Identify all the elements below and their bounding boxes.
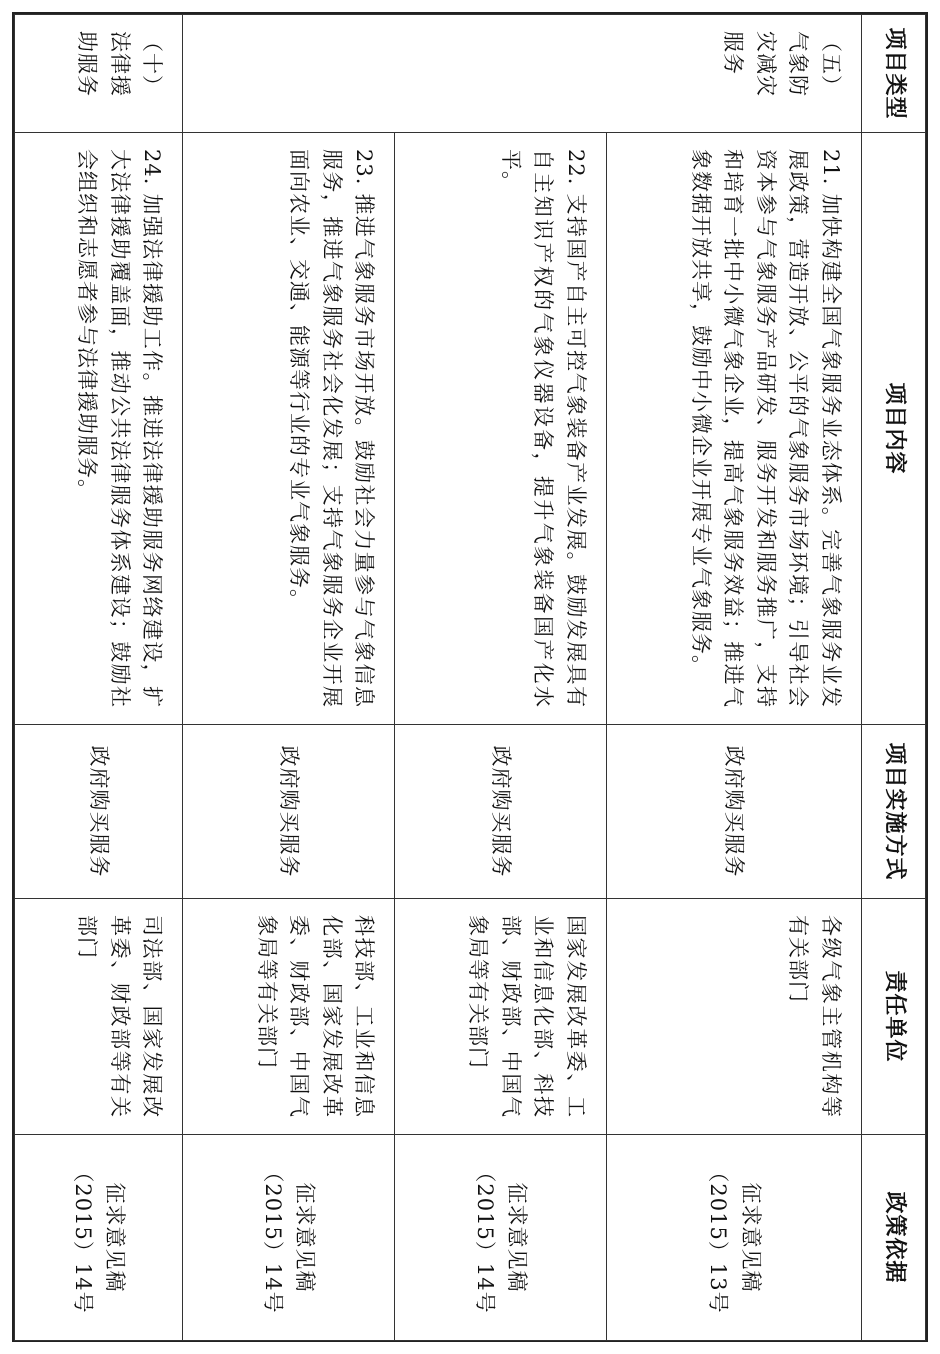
cell-unit: 司法部、国家发展改革委、财政部等有关部门 bbox=[15, 899, 183, 1135]
table-row bbox=[183, 15, 395, 1341]
cell-basis: 征求意见稿（2015）14号 bbox=[395, 1135, 607, 1341]
cell-content: 22. 支持国产自主可控气象装备产业发展。鼓励发展具有自主知识产权的气象仪器设备，提升气象装备国产化水平。 bbox=[395, 133, 607, 725]
cell-method: 政府购买服务 bbox=[183, 725, 395, 899]
cell-type: （十）法律援助服务 bbox=[15, 15, 183, 133]
cell-content: 23. 推进气象服务市场开放。鼓励社会力量参与气象信息服务，推进气象服务社会化发展；支持气象服务企业开展面向农业、交通、能源等行业的专业气象服务。 bbox=[183, 133, 395, 725]
document-sheet bbox=[12, 12, 928, 1342]
table-header-row bbox=[862, 15, 926, 1341]
cell-content: 24. 加强法律援助工作。推进法律援助服务网络建设，扩大法律援助覆盖面，推动公共法律服务体系建设；鼓励社会组织和志愿者参与法律援助服务。 bbox=[15, 133, 183, 725]
policy-table bbox=[14, 14, 926, 1341]
header-basis: 政策依据 bbox=[862, 1135, 926, 1341]
cell-unit: 国家发展改革委、工业和信息化部、科技部、财政部、中国气象局等有关部门 bbox=[395, 899, 607, 1135]
cell-basis: 征求意见稿（2015）14号 bbox=[183, 1135, 395, 1341]
header-type: 项目类型 bbox=[862, 15, 926, 133]
cell-method: 政府购买服务 bbox=[395, 725, 607, 899]
table-row bbox=[606, 15, 861, 1341]
cell-unit: 各级气象主管机构等有关部门 bbox=[606, 899, 861, 1135]
header-content: 项目内容 bbox=[862, 133, 926, 725]
table-row bbox=[395, 15, 607, 1341]
cell-unit: 科技部、工业和信息化部、国家发展改革委、财政部、中国气象局等有关部门 bbox=[183, 899, 395, 1135]
cell-type: （五）气象防灾减灾服务 bbox=[183, 15, 862, 133]
header-unit: 责任单位 bbox=[862, 899, 926, 1135]
cell-basis: 征求意见稿（2015）14号 bbox=[15, 1135, 183, 1341]
cell-method: 政府购买服务 bbox=[606, 725, 861, 899]
rotated-table-wrapper bbox=[14, 14, 926, 1340]
table-row bbox=[15, 15, 183, 1341]
header-method: 项目实施方式 bbox=[862, 725, 926, 899]
cell-method: 政府购买服务 bbox=[15, 725, 183, 899]
cell-basis: 征求意见稿（2015）13号 bbox=[606, 1135, 861, 1341]
cell-content: 21. 加快构建全国气象服务业态体系。完善气象服务业发展政策，营造开放、公平的气象服务市场环境；引导社会资本参与气象服务产品研发、服务开发和服务推广，支持和培育一批中小微气象企业，提高气象服务效益；推进气象数据开放共享，鼓励中小微企业开展专业气象服务。 bbox=[606, 133, 861, 725]
